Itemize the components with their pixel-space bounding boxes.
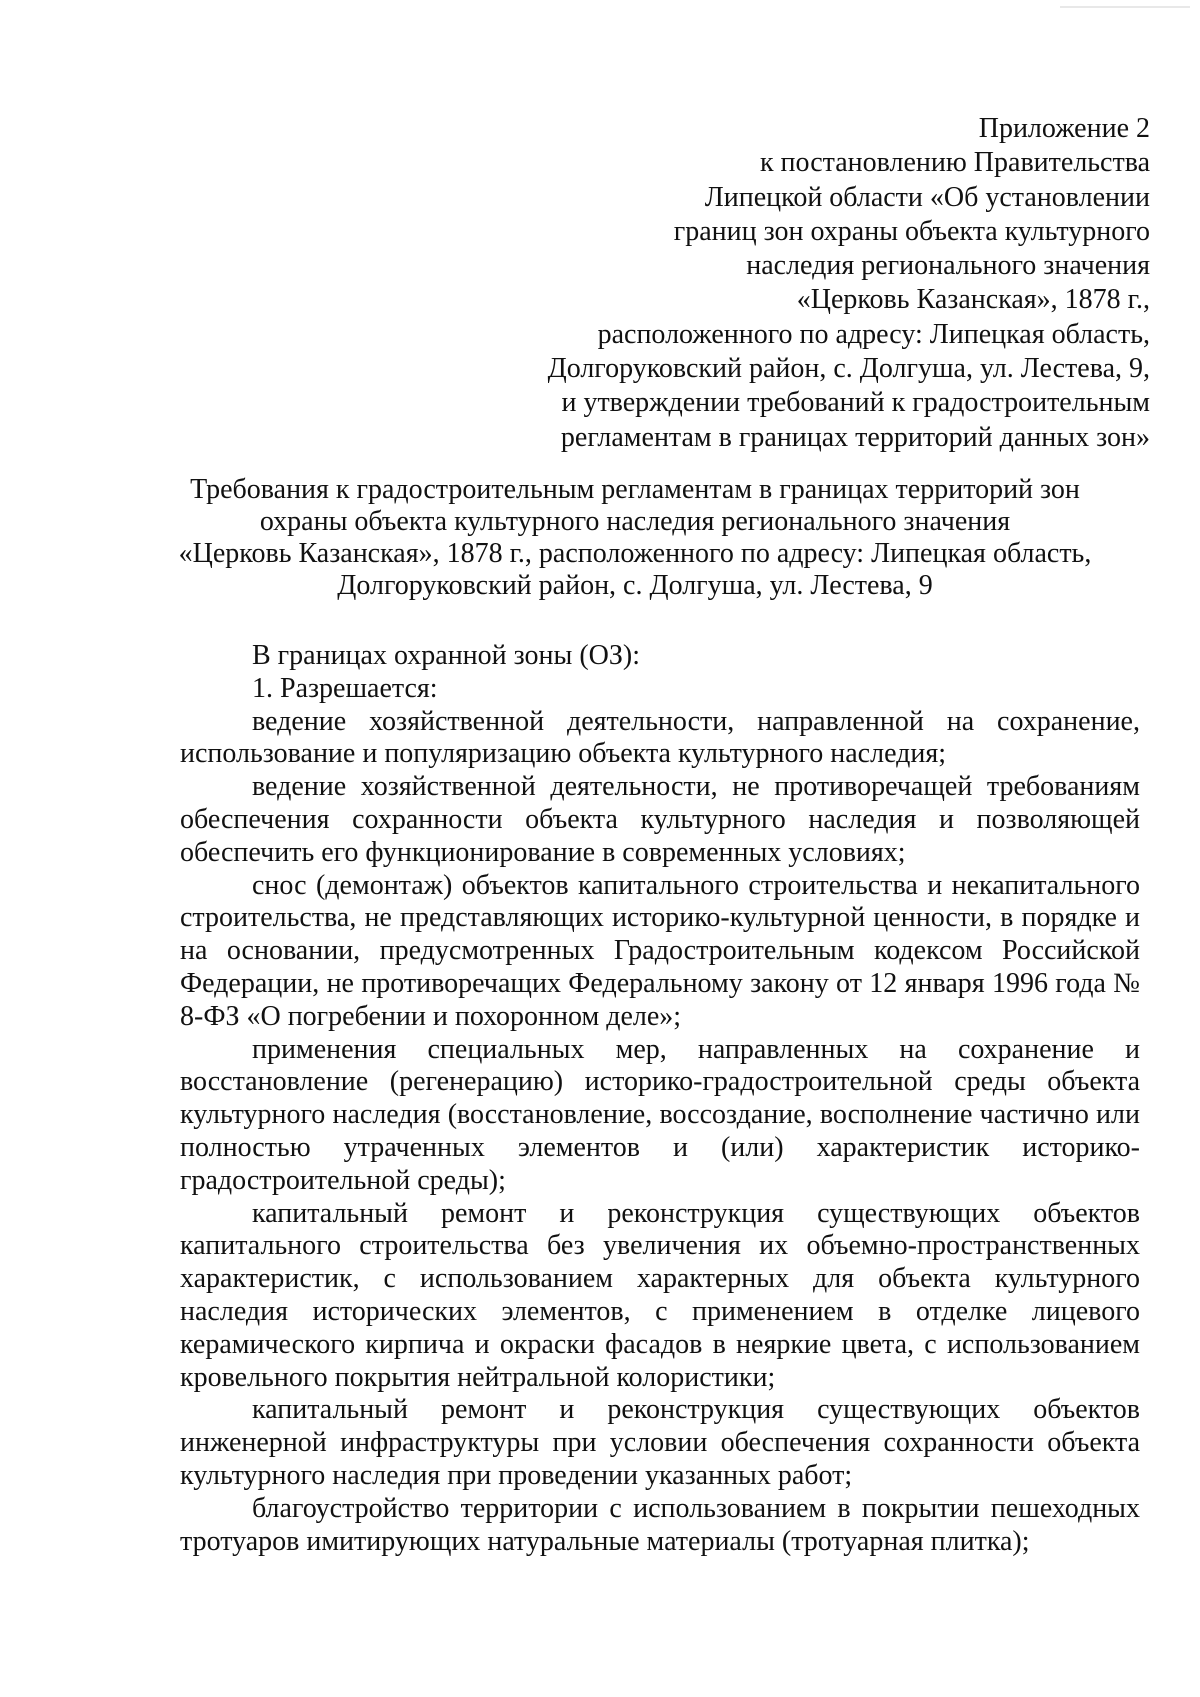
body-paragraph: благоустройство территории с использованием в покрытии пешеходных тротуаров имитирующих натуральные материалы (тротуарная плитка); — [180, 1492, 1140, 1557]
appendix-line: к постановлению Правительства — [759, 147, 1150, 179]
title-line: «Церковь Казанская», 1878 г., расположенного по адресу: Липецкая область, — [178, 538, 1092, 569]
document-title — [160, 474, 1110, 602]
appendix-line: наследия регионального значения — [746, 250, 1150, 282]
title-line: Требования к градостроительным регламентам в границах территорий зон — [190, 474, 1080, 505]
title-line: охраны объекта культурного наследия регионального значения — [259, 506, 1011, 537]
document-body — [180, 640, 1140, 1558]
title-line: Долгоруковский район, с. Долгуша, ул. Лестева, 9 — [337, 570, 933, 601]
body-paragraph: применения специальных мер, направленных на сохранение и восстановление (регенерацию) историко-градостроительной среды объекта культурного наследия (восстановление, воссоздание, восполнение частично или полностью утраченных элементов и (или) характеристик историко-градостроительной среды); — [180, 1033, 1140, 1196]
section-heading: В границах охранной зоны (ОЗ): — [252, 640, 641, 671]
body-paragraph: снос (демонтаж) объектов капитального строительства и некапитального строительства, не представляющих историко-культурной ценности, в порядке и на основании, предусмотренных Градостроительным кодексом Российской Федерации, не противоречащих Федеральному закону от 12 января 1996 года № 8-ФЗ «О погребении и похоронном деле»; — [180, 869, 1140, 1032]
body-paragraph: капитальный ремонт и реконструкция существующих объектов капитального строительства без увеличения их объемно-пространственных характеристик, с использованием характерных для объекта культурного наследия исторических элементов, с применением в отделке лицевого керамического кирпича и окраски фасадов в неяркие цвета, с использованием кровельного покрытия нейтральной колористики; — [180, 1197, 1140, 1393]
list-heading: 1. Разрешается: — [252, 672, 438, 704]
appendix-header — [450, 112, 1150, 455]
appendix-line: границ зон охраны объекта культурного — [673, 215, 1150, 247]
appendix-line: «Церковь Казанская», 1878 г., — [796, 284, 1150, 316]
appendix-line: Приложение 2 — [978, 113, 1150, 144]
body-paragraph: ведение хозяйственной деятельности, направленной на сохранение, использование и популяризацию объекта культурного наследия; — [180, 705, 1140, 770]
appendix-line: Липецкой области «Об установлении — [704, 181, 1150, 213]
body-paragraph: капитальный ремонт и реконструкция существующих объектов инженерной инфраструктуры при условии обеспечения сохранности объекта культурного наследия при проведении указанных работ; — [180, 1394, 1140, 1491]
appendix-line: и утверждении требований к градостроительным — [561, 387, 1150, 419]
appendix-line: регламентам в границах территорий данных зон» — [560, 421, 1150, 453]
appendix-line: расположенного по адресу: Липецкая область, — [597, 318, 1150, 350]
scan-header-mark — [1060, 4, 1190, 10]
appendix-line: Долгоруковский район, с. Долгуша, ул. Лестева, 9, — [547, 353, 1150, 385]
body-paragraph: ведение хозяйственной деятельности, не противоречащей требованиям обеспечения сохранности объекта культурного наследия и позволяющей обеспечить его функционирование в современных условиях; — [180, 771, 1140, 868]
